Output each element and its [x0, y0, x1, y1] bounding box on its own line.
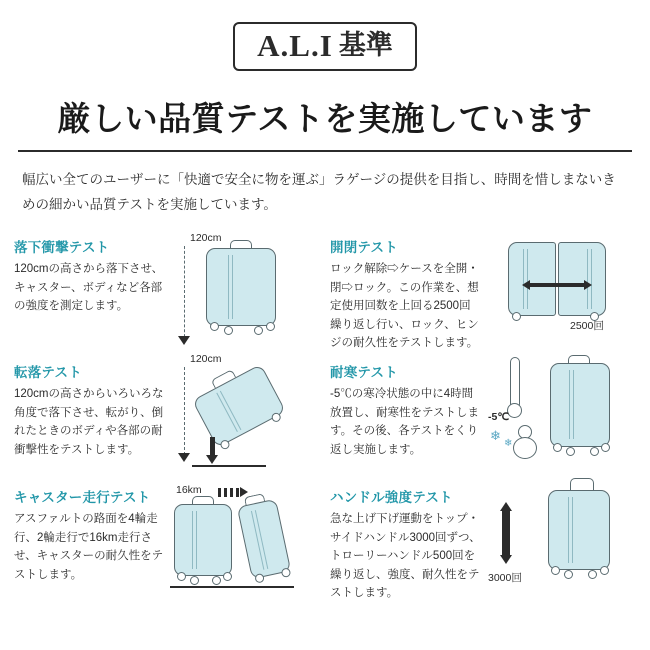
- dimension-line: [184, 246, 185, 342]
- test-title: ハンドル強度テスト: [330, 489, 453, 505]
- wheel-icon: [588, 570, 597, 579]
- wheel-icon: [190, 576, 199, 585]
- arrow-right-icon: [584, 280, 592, 290]
- test-illustration-cold: [482, 361, 636, 481]
- test-text-block: [14, 486, 166, 585]
- motion-line: [224, 488, 227, 497]
- trolley-handle: [570, 478, 594, 490]
- snowflake-icon: ❄: [504, 437, 513, 449]
- arrow-shaft: [530, 283, 584, 287]
- wheel-icon: [281, 567, 292, 578]
- cycle-count-label: 2500回: [570, 319, 604, 332]
- test-text-block: [14, 236, 166, 316]
- test-body: -5℃の寒冷状態の中に4時間放置し、耐寒性をテストします。その後、各テストをくり返し実施します。: [330, 387, 480, 456]
- motion-line: [230, 488, 233, 497]
- wheel-icon: [212, 576, 221, 585]
- test-body: 急な上げ下げ運動をトップ・サイドハンドル3000回ずつ、トローリーハンドル500回を繰り返し、強度、耐久性をテストします。: [330, 512, 481, 600]
- arrow-right-icon: [240, 487, 248, 497]
- logo-box: [233, 22, 417, 71]
- suitcase-shell-left: [508, 242, 556, 316]
- wheel-icon: [590, 447, 599, 456]
- brand-suffix: 基準: [338, 30, 393, 60]
- ground-line: [192, 465, 266, 467]
- arrow-down-icon: [178, 336, 190, 345]
- wheel-icon: [601, 443, 610, 452]
- test-item-handle-strength: [330, 486, 636, 611]
- wheel-icon: [512, 312, 521, 321]
- suitcase-handle: [192, 496, 214, 504]
- test-item-drop-impact: [14, 231, 320, 361]
- test-text-block: [330, 361, 482, 460]
- test-title: 耐寒テスト: [330, 364, 398, 380]
- test-text-block: [330, 236, 482, 353]
- page-title: 厳しい品質テストを実施しています: [57, 100, 593, 137]
- test-item-open-close: [330, 236, 636, 361]
- test-illustration-tumble: [166, 352, 320, 481]
- wheel-icon: [564, 570, 573, 579]
- test-item-cold-resistance: [330, 361, 636, 486]
- wheel-icon: [223, 572, 232, 581]
- wheel-icon: [210, 322, 219, 331]
- test-item-caster-run: [14, 483, 320, 611]
- arrow-up-icon: [500, 502, 512, 511]
- test-body: アスファルトの路面を4輪走行、2輪走行で16km走行させ、キャスターの耐久性をテストします。: [14, 512, 164, 581]
- arrow-left-icon: [522, 280, 530, 290]
- test-body: 120cmの高さからいろいろな角度で落下させ、転がり、倒れたときのボディや各部の耐衝撃性をテストします。: [14, 387, 164, 456]
- suitcase-body: [206, 248, 276, 326]
- test-illustration-drop: [166, 231, 320, 356]
- test-text-block: [14, 361, 166, 460]
- wheel-icon: [551, 566, 560, 575]
- ground-line: [170, 586, 294, 588]
- test-illustration-open-close: [482, 236, 636, 356]
- test-illustration-caster: [166, 483, 320, 606]
- dimension-label: 120cm: [190, 352, 222, 365]
- motion-line: [218, 488, 221, 497]
- brand-name: A.L.I: [257, 28, 333, 63]
- suitcase-shell-right: [558, 242, 606, 316]
- wheel-icon: [177, 572, 186, 581]
- wheel-icon: [254, 326, 263, 335]
- cycle-count-label: 3000回: [488, 571, 522, 584]
- distance-label: 16km: [176, 483, 202, 496]
- logo-area: [0, 0, 650, 71]
- tilted-suitcase: [192, 364, 286, 448]
- wheel-icon: [266, 322, 275, 331]
- thermometer-bulb-icon: [507, 403, 522, 418]
- test-title: キャスター走行テスト: [14, 489, 151, 505]
- test-grid: [0, 231, 650, 611]
- test-title: 転落テスト: [14, 364, 82, 380]
- suitcase-body-front: [174, 504, 232, 576]
- test-text-block: [330, 486, 482, 603]
- suitcase-tilted-two-wheel: [237, 499, 292, 580]
- impact-arrow-shaft: [210, 437, 215, 457]
- test-title: 落下衝撃テスト: [14, 239, 110, 255]
- temperature-label: -5℃: [488, 410, 510, 423]
- test-item-tumble: [14, 352, 320, 486]
- arrow-down-icon: [500, 555, 512, 564]
- suitcase-body: [548, 490, 610, 570]
- test-body: 120cmの高さから落下させ、キャスター、ボディなど各部の強度を測定します。: [14, 262, 164, 313]
- thermometer-icon: [510, 357, 520, 409]
- test-illustration-handle: [482, 486, 636, 606]
- arrow-shaft: [502, 511, 510, 555]
- dimension-line: [184, 367, 185, 455]
- dimension-label: 120cm: [190, 231, 222, 244]
- title-divider: [18, 150, 632, 152]
- lead-paragraph: 幅広い全てのユーザーに「快適で安全に物を運ぶ」ラゲージの提供を目指し、時間を惜しまないきめの細かい品質テストを実施しています。: [22, 172, 616, 212]
- arrow-down-icon: [178, 453, 190, 462]
- wheel-icon: [224, 326, 233, 335]
- wheel-icon: [600, 566, 609, 575]
- arrow-down-icon: [206, 455, 218, 464]
- snowflake-icon: ❄: [490, 427, 501, 443]
- snowman-body-icon: [513, 437, 537, 459]
- test-body: ロック解除⇨ケースを全開・閉⇨ロック。この作業を、想定使用回数を上回る2500回繰り返し行い、ロック、ヒンジの耐久性をテストします。: [330, 262, 479, 350]
- motion-line: [236, 488, 239, 497]
- wheel-icon: [553, 443, 562, 452]
- test-title: 開閉テスト: [330, 239, 398, 255]
- suitcase-body: [550, 363, 610, 447]
- wheel-icon: [566, 447, 575, 456]
